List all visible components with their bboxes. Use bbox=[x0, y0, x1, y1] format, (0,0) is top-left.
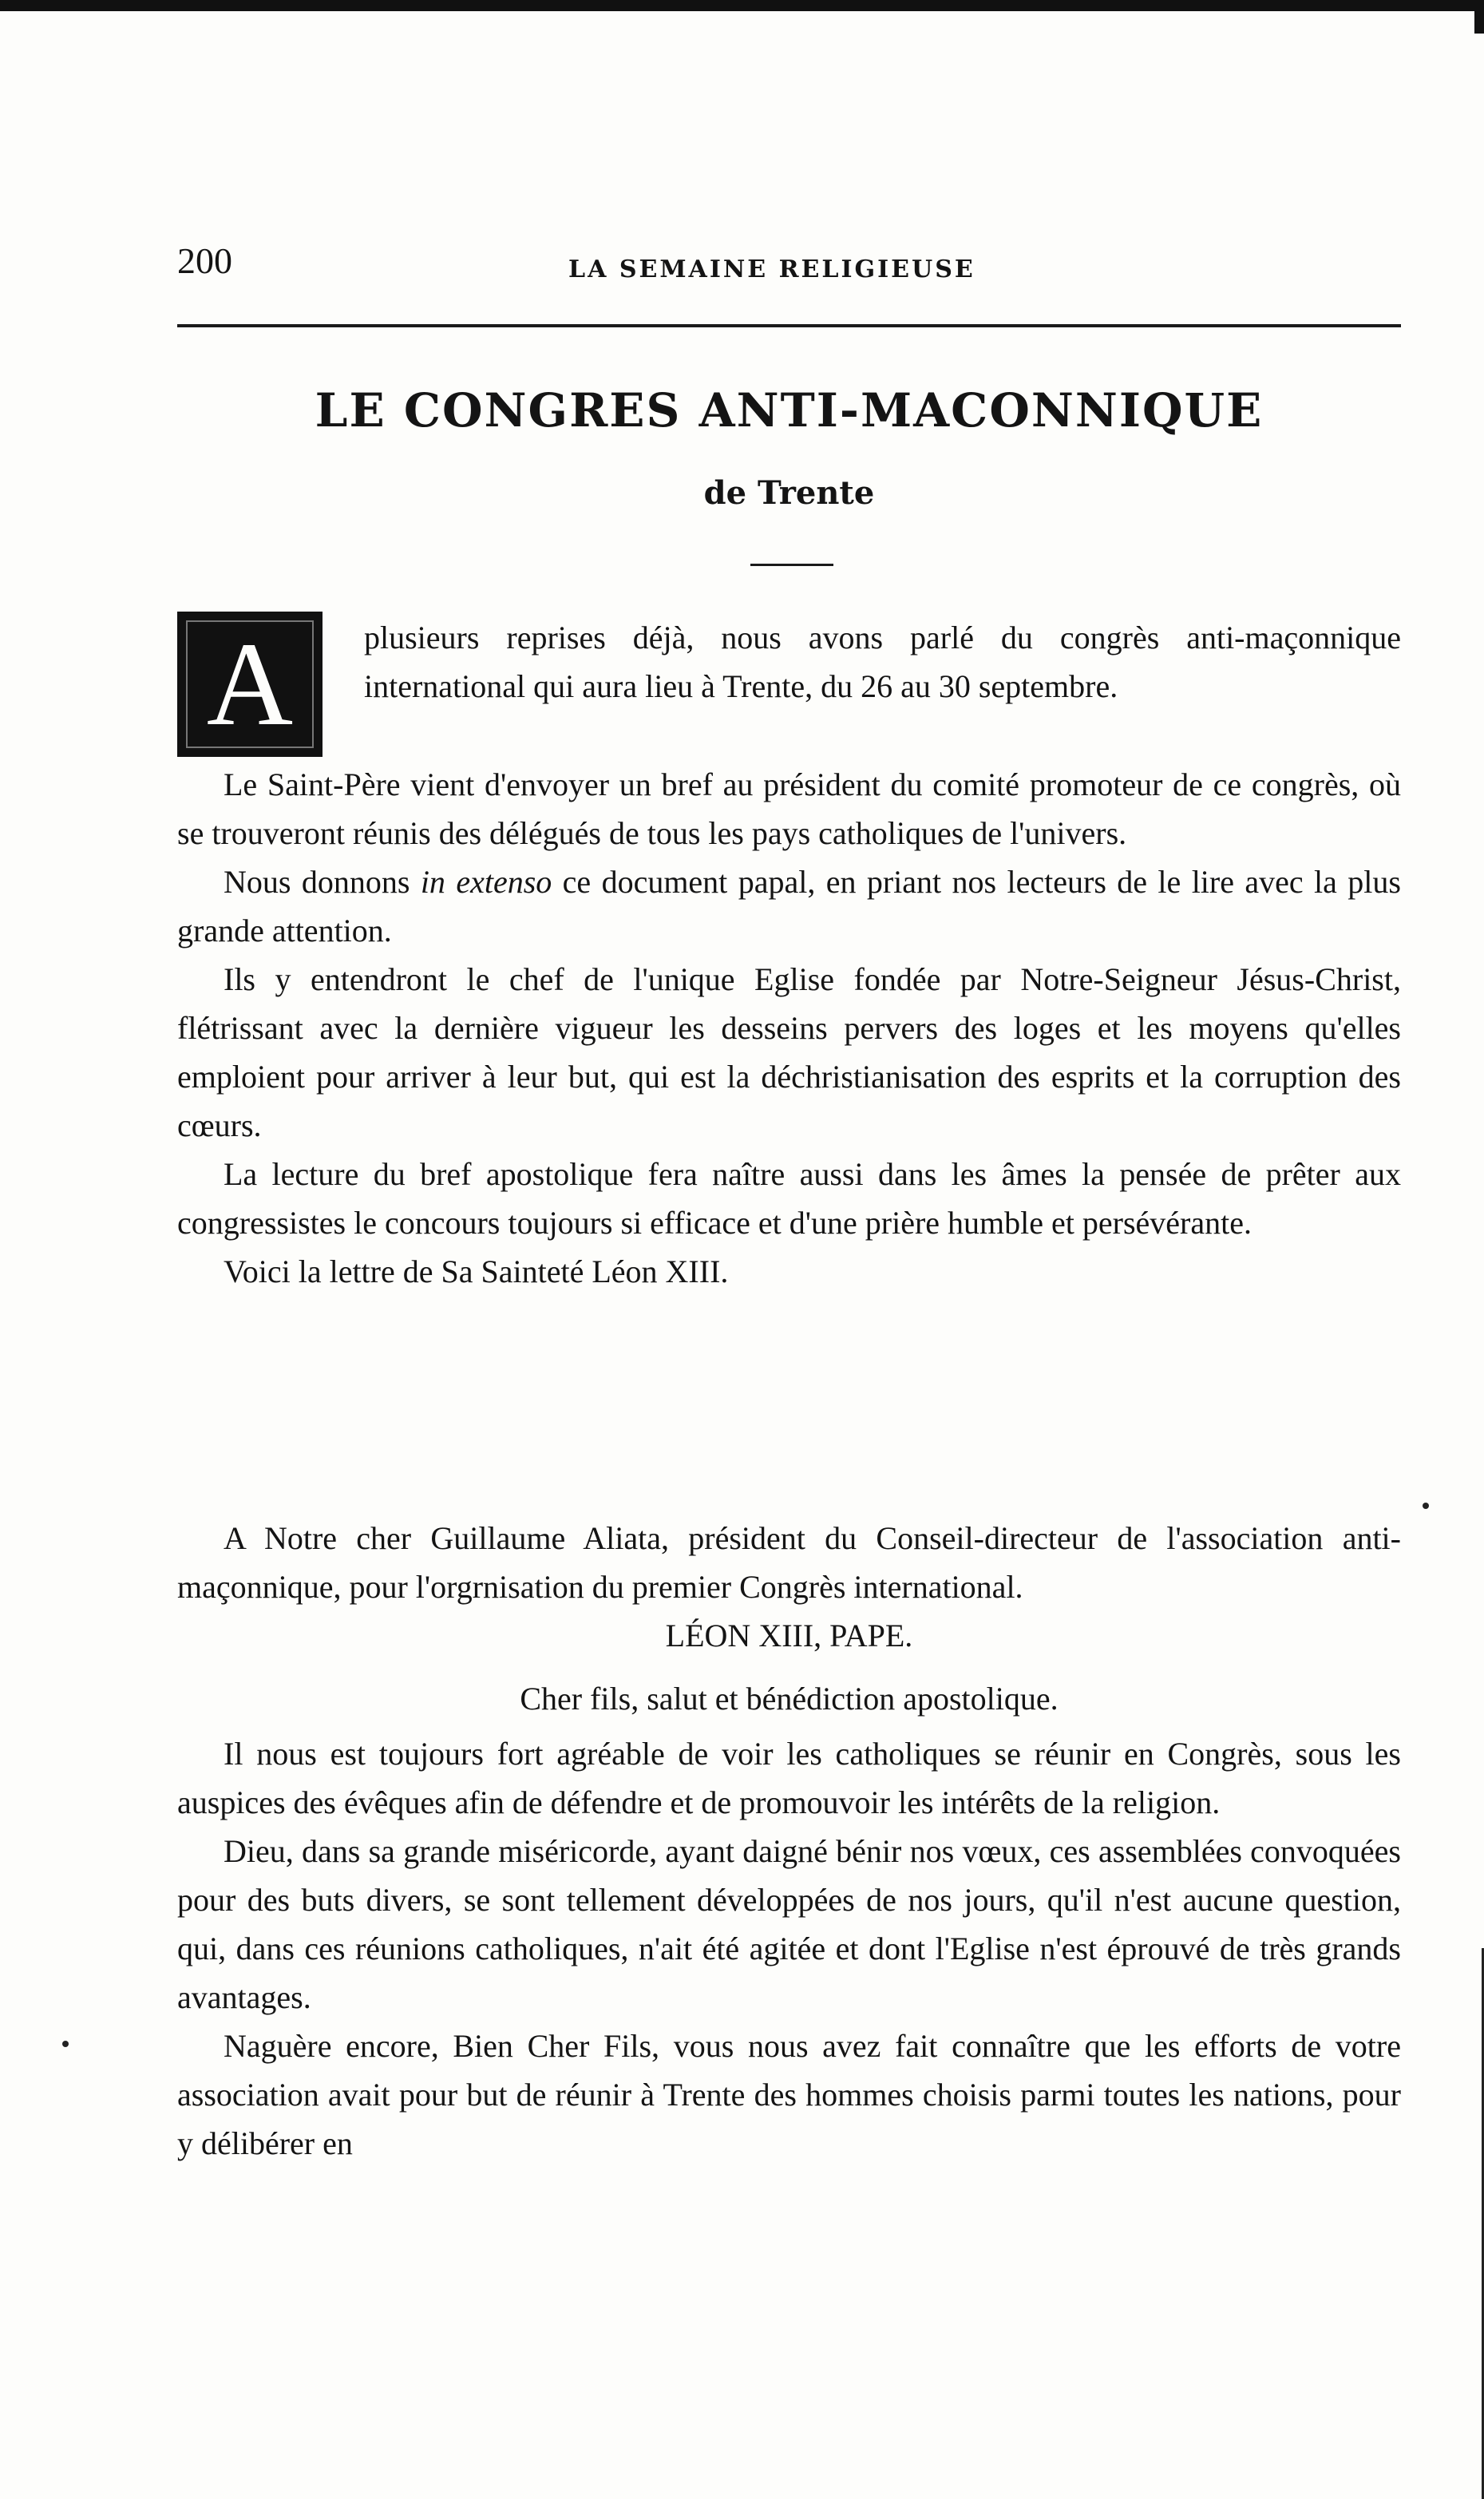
letter-paragraph: Il nous est toujours fort agréable de voir les catholiques se réunir en Congrès, sous les auspices des évêques afin de défendre et de promouvoir les intérêts de la religion. bbox=[177, 1736, 1401, 1820]
first-paragraph: plusieurs reprises déjà, nous avons parlé du congrès anti-maçonnique international qui aura lieu à Trente, du 26 au 30 septembre. bbox=[364, 620, 1401, 704]
title-rule bbox=[750, 564, 833, 566]
paragraph: Le Saint-Père vient d'envoyer un bref au président du comité promoteur de ce congrès, où se trouveront réunis des délégués de tous les pays catholiques de l'univers. bbox=[177, 766, 1401, 851]
page-number: 200 bbox=[177, 240, 232, 281]
drop-cap-letter: A bbox=[206, 618, 294, 750]
letter-paragraph: Dieu, dans sa grande miséricorde, ayant daigné bénir nos vœux, ces assemblées convoquées pour des buts divers, se sont tellement développées de nos jours, qu'il n'est aucune question, qui, dans ces réunions catholiques, n'ait été agitée et dont l'Eglise n'est éprouvé de très grands avantages. bbox=[177, 1833, 1401, 2015]
drop-cap-ornament bbox=[177, 612, 323, 757]
paragraph-with-italic bbox=[177, 857, 1401, 955]
letter-paragraph: Naguère encore, Bien Cher Fils, vous nous avez fait connaître que les efforts de votre association avait pour but de réunir à Trente des hommes choisis parmi toutes les nations, pour y délibérer en bbox=[177, 2028, 1401, 2161]
paragraph: Ils y entendront le chef de l'unique Eglise fondée par Notre-Seigneur Jésus-Christ, flétrissant avec la dernière vigueur les desseins pervers des loges et les moyens qu'elles emploient pour arriver à leur but, qui est la déchristianisation des esprits et la corruption des cœurs. bbox=[177, 961, 1401, 1143]
paragraph: Voici la lettre de Sa Sainteté Léon XIII. bbox=[224, 1253, 729, 1289]
letter-salutation: Cher fils, salut et bénédiction apostolique. bbox=[520, 1681, 1059, 1717]
print-speck bbox=[1423, 1503, 1429, 1509]
article-body bbox=[177, 760, 1401, 1296]
italic-phrase: in extenso bbox=[420, 864, 552, 900]
papal-letter bbox=[177, 1514, 1401, 2168]
scan-top-border bbox=[0, 0, 1484, 11]
drop-cap-frame bbox=[186, 620, 314, 748]
scan-corner-mark bbox=[1474, 0, 1484, 34]
print-speck bbox=[62, 2041, 69, 2047]
page-header bbox=[177, 240, 1401, 295]
header-rule bbox=[177, 324, 1401, 327]
letter-address: A Notre cher Guillaume Aliata, président du Conseil-directeur de l'association anti-maçonnique, pour l'orgrnisation du premier Congrès international. bbox=[177, 1520, 1401, 1605]
letter-sender: LÉON XIII, PAPE. bbox=[665, 1618, 913, 1653]
paragraph-text: Nous donnons bbox=[224, 864, 421, 900]
article-subtitle: de Trente bbox=[703, 474, 875, 512]
running-head: LA SEMAINE RELIGIEUSE bbox=[568, 255, 975, 283]
article-title: LE CONGRES ANTI-MACONNIQUE bbox=[315, 383, 1264, 438]
paragraph: La lecture du bref apostolique fera naître aussi dans les âmes la pensée de prêter aux congressistes le concours toujours si efficace et d'une prière humble et persévérante. bbox=[177, 1156, 1401, 1241]
paragraph-text: ce document papal, en priant nos lecteurs de le lire avec la plus grande attention. bbox=[177, 864, 1401, 949]
